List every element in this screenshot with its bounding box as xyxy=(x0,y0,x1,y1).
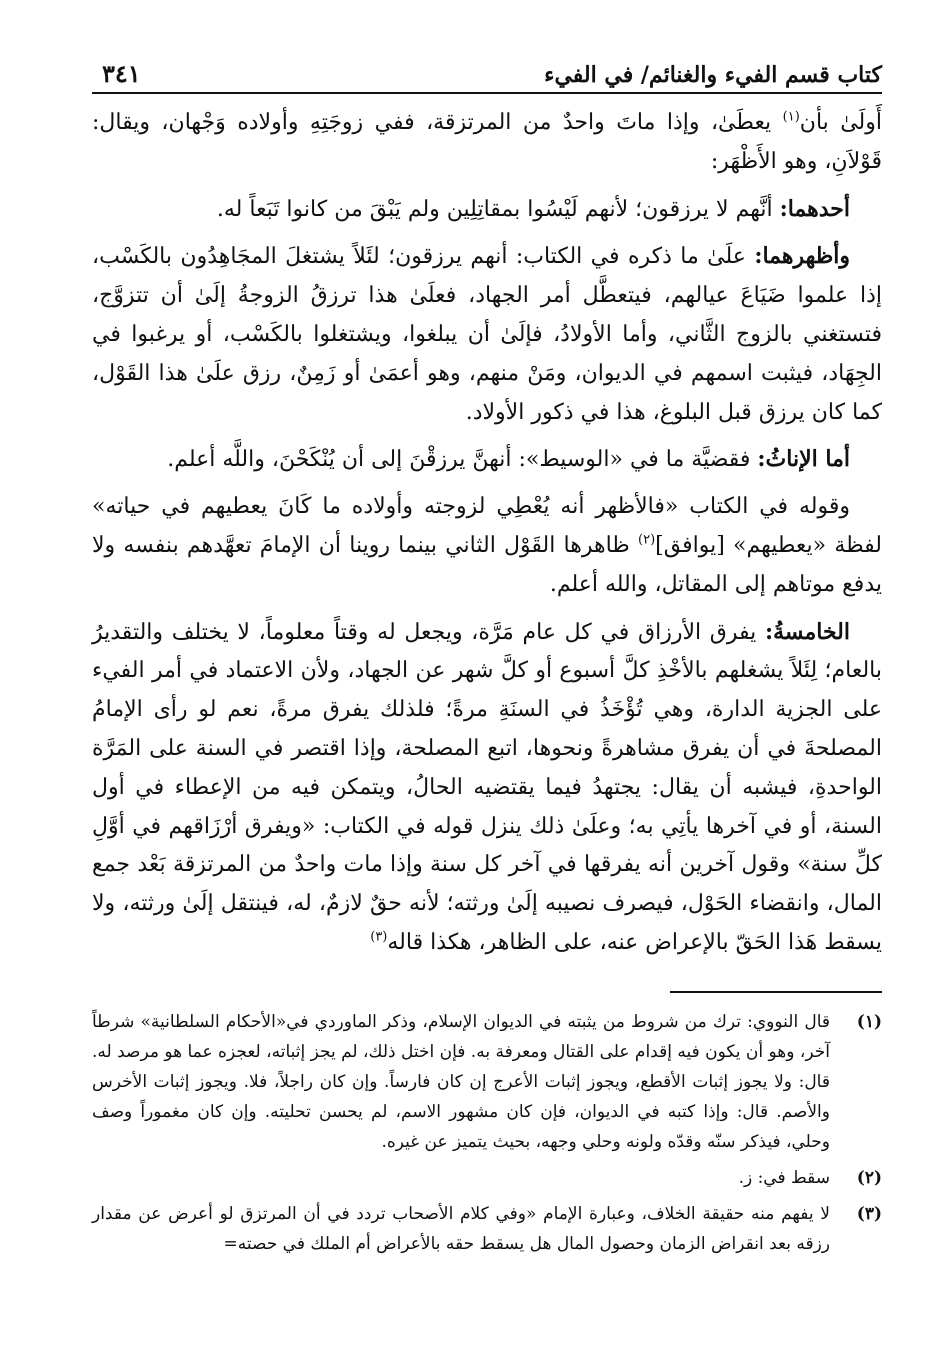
paragraph-4 xyxy=(92,440,882,480)
footnote-ref-1: (١) xyxy=(782,109,800,125)
paragraph-text: أَولَىٰ بأن xyxy=(799,110,882,135)
footnote-number: (٣) xyxy=(856,1203,882,1224)
paragraph-lead: الخامسةُ: xyxy=(764,618,850,645)
paragraph-6 xyxy=(92,613,882,963)
footnote-ref-3: (٣) xyxy=(370,929,388,945)
paragraph-5 xyxy=(92,488,882,604)
paragraph-lead: أحدهما: xyxy=(779,195,850,222)
footnote-text: لا يفهم منه حقيقة الخلاف، وعبارة الإمام «وفي كلام الأصحاب تردد في أن المرتزق لو أعرض عن مقدار رزقه بعد انقراض الزمان وحصول المال هل يسقط حقه بالأعراض أم الملك في حصته= xyxy=(92,1203,830,1254)
paragraph-text: يعطَىٰ، وإذا ماتَ واحدٌ من المرتزقة، ففي زوجَتِهِ وأولاده وَجْهان، ويقال: قَوْلاَنِ، وهو الأَظْهَر: xyxy=(92,110,882,174)
running-header xyxy=(92,0,882,94)
footnote-1 xyxy=(92,1007,882,1157)
footnote-2 xyxy=(92,1163,882,1193)
footnotes xyxy=(92,1007,882,1259)
paragraph-text: أنَّهم لا يرزقون؛ لأنهم لَيْسُوا بمقاتِلِين ولم يَبْقَ من كانوا تَبَعاً له. xyxy=(216,196,780,222)
footnote-text: قال النووي: ترك من شروط من يثبته في الديوان الإسلام، وذكر الماوردي في«الأحكام السلطانية» شرطاً آخر، وهو أن يكون فيه إقدام على القتال ومعرفة به. فإن اختل ذلك، لم يجز إثباته، لعجزه عما هو مرصد له. قال: ولا يجوز إثبات الأقطع، ويجوز إثبات الأعرج إن كان فارساً. وإن كان راجلاً، فلا. ويجوز إثبات الأخرس والأصم. قال: وإذا كتبه في الديوان، فإن كان مشهور الاسم، لم يحسن تحليته. وإن كان مغموراً وصف وحلي، فيذكر سنّه وقدّه ولونه وحلي وجهه، بحيث يتميز عن غيره. xyxy=(92,1011,830,1152)
main-text xyxy=(92,104,882,963)
footnote-divider xyxy=(670,991,882,993)
paragraph-lead: وأظهرهما: xyxy=(754,243,850,270)
paragraph-text: يفرق الأرزاق في كل عام مَرَّة، ويجعل له وقتاً معلوماً، لا يختلف والتقديرُ بالعام؛ لِئَلاً يشغلهم بالأخْذِ كلَّ أسبوع أو كلَّ شهر عن الجهاد، ولأن الاعتماد في أمر الفيء على الجزية الدارة، وهي تُؤْخَذُ في السنَةِ مرةً؛ فلذلك يفرق مرةً، نعم لو رأى الإمامُ المصلحةَ في أن يفرق مشاهرةً ونحوها، اتبع المصلحة، وإذا اقتصر في السنة على المَرَّة الواحدةِ، فيشبه أن يقال: يجتهدُ فيما يقتضيه الحالُ، ويتمكن فيه من الإعطاء في أول السنة، أو في آخرها يأتِي به؛ وعلَىٰ ذلك ينزل قوله في الكتاب: «ويفرق أرْزَاقهم في أوَّلِ كلِّ سنة» وقول آخرين أنه يفرقها في آخر كل سنة وإذا مات واحدٌ من المرتزقة بَعْد جمع المال، وانقضاء الحَوْل، فيصرف نصيبه إلَىٰ ورثته؛ لأنه حقٌ لازمٌ، له، فينتقل إلَىٰ ورثته، ولا يسقط هَذا الحَقّ بالإعراض عنه، على الظاهر، هكذا قاله xyxy=(92,619,882,955)
footnote-3 xyxy=(92,1199,882,1259)
paragraph-1 xyxy=(92,104,882,182)
footnote-ref-2: (٢) xyxy=(638,532,656,548)
footnote-text: سقط في: ز. xyxy=(738,1167,830,1188)
footnote-number: (١) xyxy=(856,1011,882,1032)
paragraph-text: فقضيَّة ما في «الوسيط»: أنهنَّ يرزقْنَ إلى أن يُنْكَحْنَ، واللَّه أعلم. xyxy=(167,447,758,473)
header-title: كتاب قسم الفيء والغنائم/ في الفيء xyxy=(544,62,882,88)
footnote-number: (٢) xyxy=(856,1167,882,1188)
page-number: ٣٤١ xyxy=(102,59,141,88)
paragraph-lead: أما الإناثُ: xyxy=(757,446,850,473)
paragraph-text: علَىٰ ما ذكره في الكتاب: أنهم يرزقون؛ لئَلاً يشتغلَ المجَاهِدُون بالكَسْب، إذا علموا ضَيَاعَ عيالهم، فيتعطَّل أمر الجهاد، فعلَىٰ هذا ترزقُ الزوجةُ إلَىٰ أن تتزوَّج، فتستغني بالزوج الثَّاني، وأما الأولادُ، فإلَىٰ أن يبلغوا، ويشتغلوا بالكَسْب، أو يرغبوا في الجِهَاد، فيثبت اسمهم في الديوان، ومَنْ منهم، وهو أعمَىٰ أو زَمِنٌ، رزق علَىٰ هذا القَوْل، كما كان يرزق قبل البلوغ، هذا في ذكور الأولاد. xyxy=(92,244,882,425)
paragraph-2 xyxy=(92,190,882,230)
paragraph-text: ظاهرها القَوْل الثاني بينما روينا أن الإمامَ تعهَّدهم بنفسه ولا يدفع موتاهم إلى المقاتل، والله أعلم. xyxy=(92,532,882,597)
paragraph-text: وقوله في الكتاب «فالأظهر أنه يُعْطِي لزوجته وأولاده ما كَانَ يعطيهم في حياته» لفظة «يعطيهم» [يوافق] xyxy=(92,494,882,558)
paragraph-3 xyxy=(92,237,882,432)
